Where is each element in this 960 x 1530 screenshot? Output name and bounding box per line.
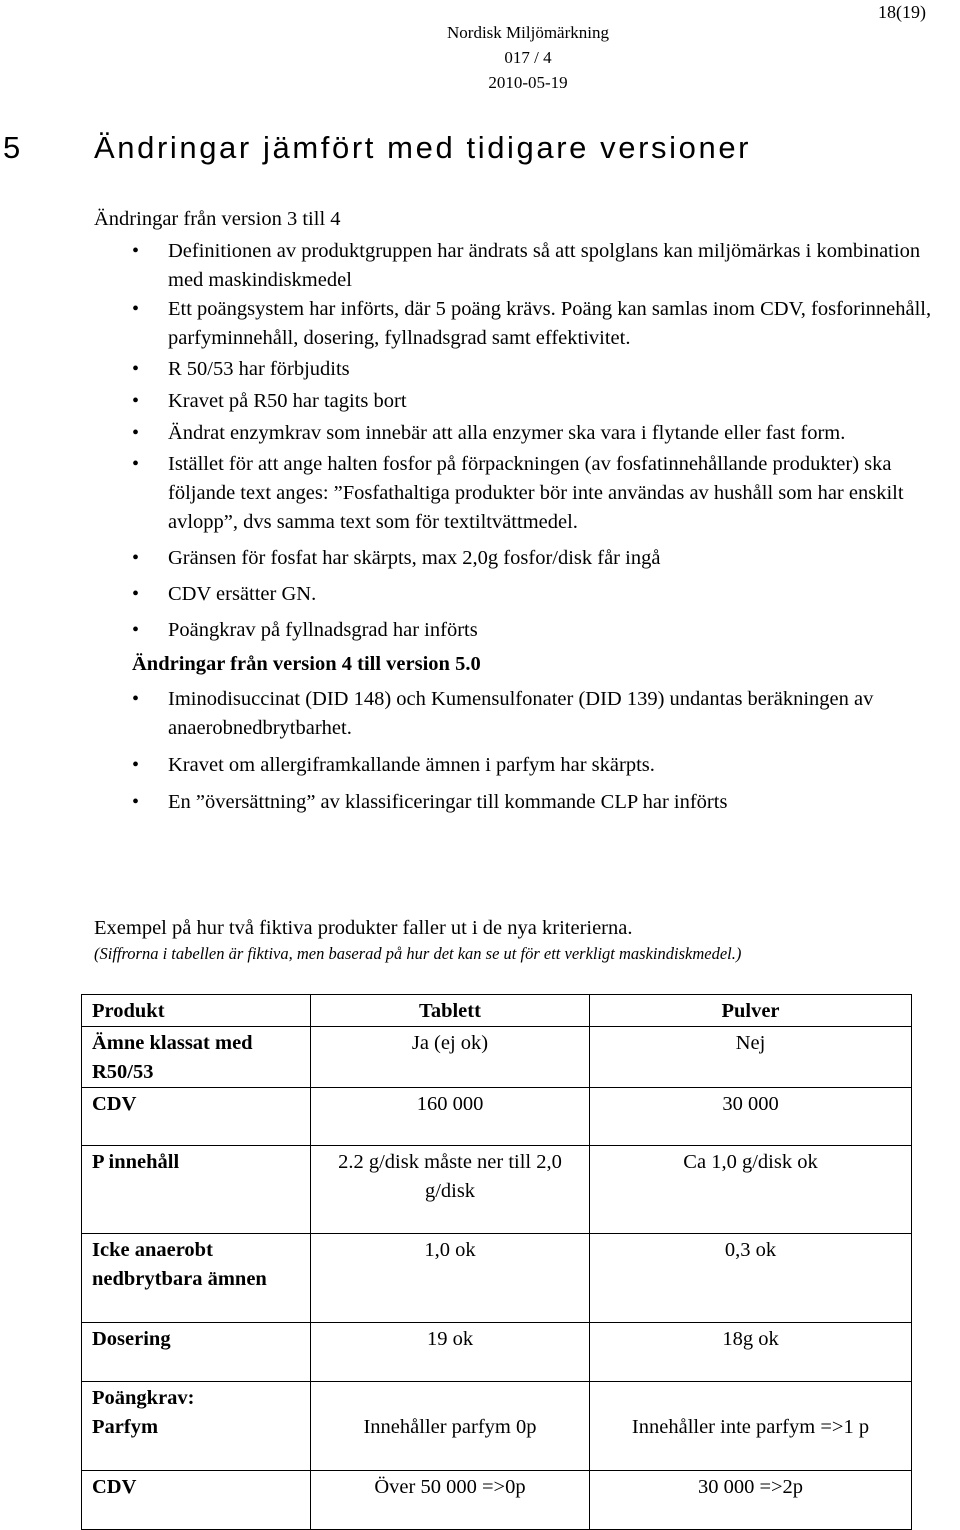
cell-pulver: 0,3 ok [590,1234,912,1323]
cell-pulver: 18g ok [590,1323,912,1382]
list-item: • Iminodisuccinat (DID 148) och Kumensulfonater (DID 139) undantas beräkningen av anaerobnedbrytbarhet. [94,685,944,743]
list-item: • CDV ersätter GN. [94,580,944,609]
comparison-table [81,994,912,1530]
list-item: • Gränsen för fosfat har skärpts, max 2,0g fosfor/disk får ingå [94,544,944,573]
table-row [82,1234,912,1323]
table-row [82,1471,912,1530]
row-label: CDV [82,1088,311,1146]
section-number: 5 [3,130,23,165]
cell-text: Innehåller inte parfym =>1 p [631,1416,870,1438]
example-note: (Siffrorna i tabellen är fiktiva, men baserad på hur det kan se ut för ett verkligt maskindiskmedel.) [94,944,742,963]
example-text: Exempel på hur två fiktiva produkter faller ut i de nya kriterierna. [94,917,633,939]
cell-tablett: 2.2 g/disk måste ner till 2,0 g/disk [311,1146,590,1234]
document-header [98,20,960,95]
header-product: Produkt [82,995,311,1027]
row-label-points: Poängkrav: [92,1387,195,1409]
cell-tablett: 19 ok [311,1323,590,1382]
cell-pulver: 30 000 [590,1088,912,1146]
v4-to-v5-list [94,685,944,817]
header-organization: Nordisk Miljömärkning [447,23,609,42]
table-row [82,1146,912,1234]
cell-pulver [590,1382,912,1471]
row-label: Dosering [82,1323,311,1382]
cell-tablett: 1,0 ok [311,1234,590,1323]
list-item: • Istället för att ange halten fosfor på förpackningen (av fosfatinnehållande produkter) ska följande text anges: ”Fosfathaltiga produkter bör inte användas av hushåll som har enskilt avlopp”, dvs samma text som för textiltvättmedel. [94,450,944,537]
list-item: • Kravet på R50 har tagits bort [94,387,944,416]
row-label: Icke anaerobt nedbrytbara ämnen [82,1234,311,1323]
row-label: CDV [82,1471,311,1530]
list-item: • Ändrat enzymkrav som innebär att alla enzymer ska vara i flytande eller fast form. [94,419,944,448]
table-row [82,1323,912,1382]
cell-pulver: Nej [590,1027,912,1088]
cell-pulver: Ca 1,0 g/disk ok [590,1146,912,1234]
example-intro [94,914,944,966]
page-number: 18(19) [878,2,926,22]
list-item: • Definitionen av produktgruppen har ändrats så att spolglans kan miljömärkas i kombination med maskindiskmedel [94,237,944,295]
v3-to-v4-heading: Ändringar från version 3 till 4 [94,208,341,230]
table-row [82,1088,912,1146]
row-label [82,1382,311,1471]
header-document-number: 017 / 4 [504,48,552,67]
cell-tablett [311,1382,590,1471]
section-title: Ändringar jämfört med tidigare versioner [94,130,752,165]
cell-tablett: 160 000 [311,1088,590,1146]
cell-tablett: Över 50 000 =>0p [311,1471,590,1530]
changes-content [94,206,944,817]
table-row [82,1027,912,1088]
v3-to-v4-list [94,237,944,645]
row-label-perfume: Parfym [92,1416,159,1438]
list-item: • R 50/53 har förbjudits [94,355,944,384]
table-header-row [82,995,912,1027]
v4-to-v5-heading: Ändringar från version 4 till version 5.0 [132,653,481,675]
row-label: Ämne klassat med R50/53 [82,1027,311,1088]
list-item: • Ett poängsystem har införts, där 5 poäng krävs. Poäng kan samlas inom CDV, fosforinnehåll, parfyminnehåll, dosering, fyllnadsgrad samt effektivitet. [94,295,944,353]
row-label: P innehåll [82,1146,311,1234]
cell-pulver: 30 000 =>2p [590,1471,912,1530]
header-pulver: Pulver [590,995,912,1027]
cell-text: Innehåller parfym 0p [363,1416,537,1438]
table-row [82,1382,912,1471]
list-item: • En ”översättning” av klassificeringar till kommande CLP har införts [94,788,944,817]
list-item: • Poängkrav på fyllnadsgrad har införts [94,616,944,645]
header-tablett: Tablett [311,995,590,1027]
cell-tablett: Ja (ej ok) [311,1027,590,1088]
header-date: 2010-05-19 [488,73,568,92]
list-item: • Kravet om allergiframkallande ämnen i parfym har skärpts. [94,751,944,780]
